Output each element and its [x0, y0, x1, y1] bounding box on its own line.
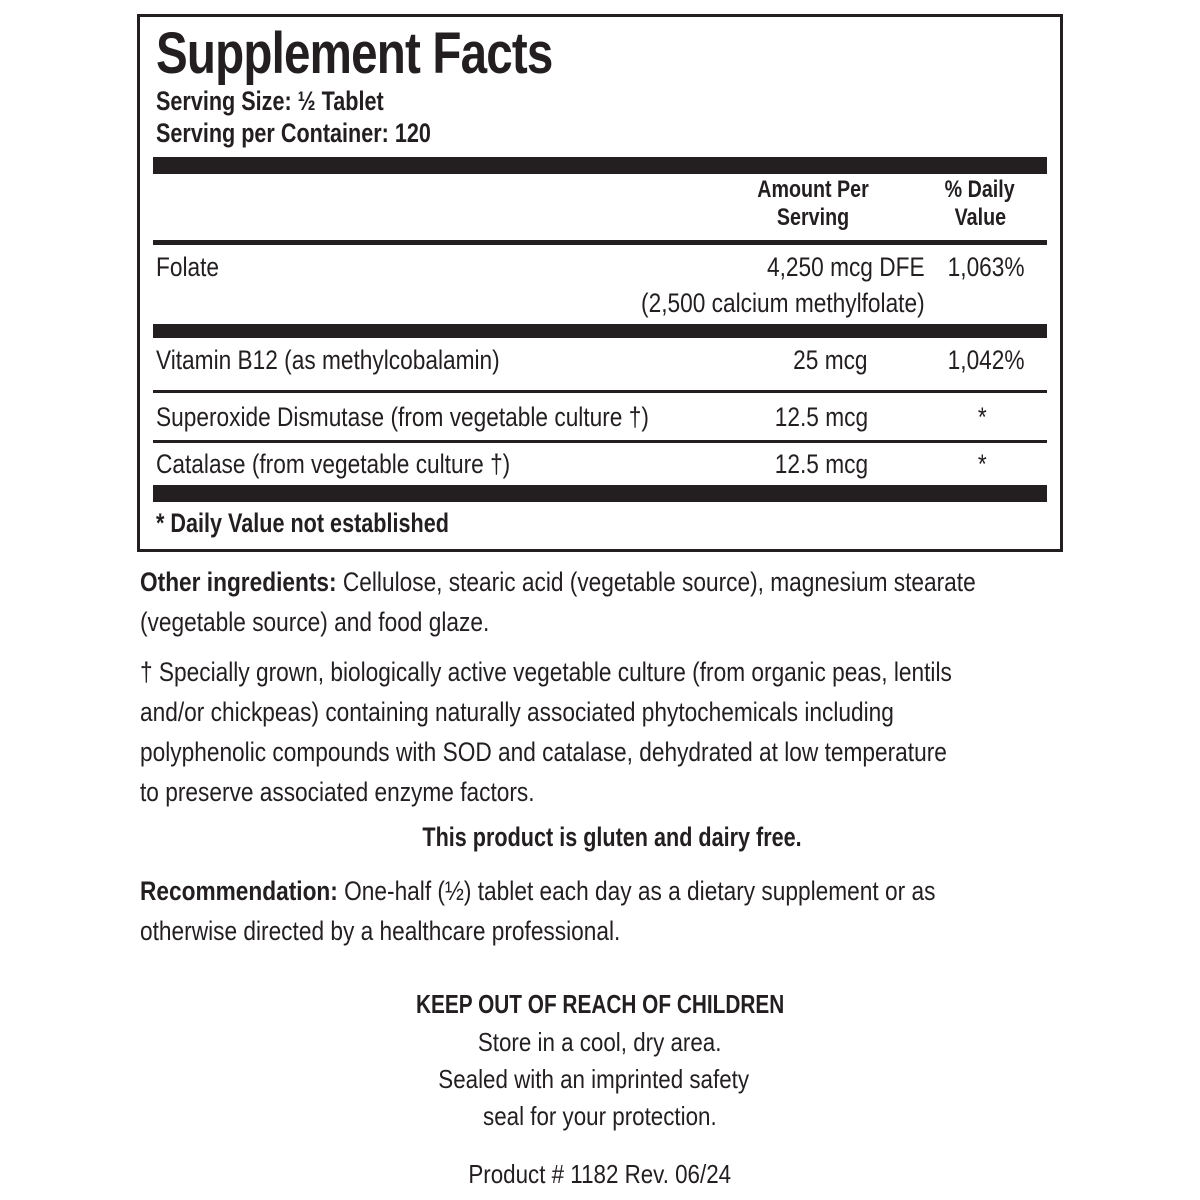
thick-divider	[153, 324, 1047, 338]
other-ingredients-label: Other ingredients:	[140, 567, 337, 597]
row-divider	[153, 440, 1047, 443]
storage-instruction: Store in a cool, dry area.	[478, 1027, 722, 1057]
daily-value-header: % Daily Value	[944, 176, 1016, 231]
other-ingredients: Other ingredients: Cellulose, stearic acid (vegetable source), magnesium stearate (vegetable source) and food glaze.	[140, 567, 976, 637]
seal-notice-line1: Sealed with an imprinted safety	[438, 1064, 750, 1094]
nutrient-dv: 1,042%	[948, 345, 1025, 375]
amount-per-serving-header: Amount Per Serving	[757, 176, 869, 231]
nutrient-amount: 12.5 mcg	[774, 449, 868, 479]
recommendation-label: Recommendation:	[140, 876, 338, 906]
servings-per-container: Serving per Container: 120	[156, 118, 431, 148]
vegetable-culture-note: † Specially grown, biologically active vegetable culture (from organic peas, lentils and/or chickpeas) containing naturally associated phytochemicals including polyphenolic compounds with SOD and catalase, dehydrated at low temperature to preserve associated enzyme factors.	[140, 657, 952, 807]
nutrient-name: Vitamin B12 (as methylcobalamin)	[156, 345, 500, 375]
nutrient-amount: 4,250 mcg DFE	[767, 252, 925, 282]
keep-out-warning: KEEP OUT OF REACH OF CHILDREN	[415, 989, 785, 1019]
nutrient-name: Folate	[156, 252, 220, 282]
nutrient-amount: 25 mcg	[793, 345, 868, 375]
nutrient-dv: *	[977, 449, 987, 479]
nutrient-dv: *	[977, 402, 987, 432]
seal-notice-line2: seal for your protection.	[483, 1101, 717, 1131]
nutrient-dv: 1,063%	[948, 252, 1025, 282]
nutrient-amount: 12.5 mcg	[774, 402, 868, 432]
product-number: Product # 1182 Rev. 06/24	[468, 1159, 732, 1189]
panel-title: Supplement Facts	[156, 21, 553, 86]
serving-size: Serving Size: ½ Tablet	[156, 86, 384, 116]
thick-divider	[153, 157, 1047, 174]
nutrient-name: Catalase (from vegetable culture †)	[156, 449, 511, 479]
recommendation: Recommendation: One-half (½) tablet each day as a dietary supplement or as otherwise directed by a healthcare professional.	[140, 876, 936, 946]
header-divider	[153, 240, 1047, 245]
nutrient-name: Superoxide Dismutase (from vegetable culture †)	[156, 402, 649, 432]
nutrient-note: (2,500 calcium methylfolate)	[641, 288, 925, 318]
allergen-statement: This product is gluten and dairy free.	[422, 822, 802, 852]
thick-divider	[153, 485, 1047, 502]
daily-value-footnote: * Daily Value not established	[156, 508, 449, 538]
row-divider	[153, 390, 1047, 393]
